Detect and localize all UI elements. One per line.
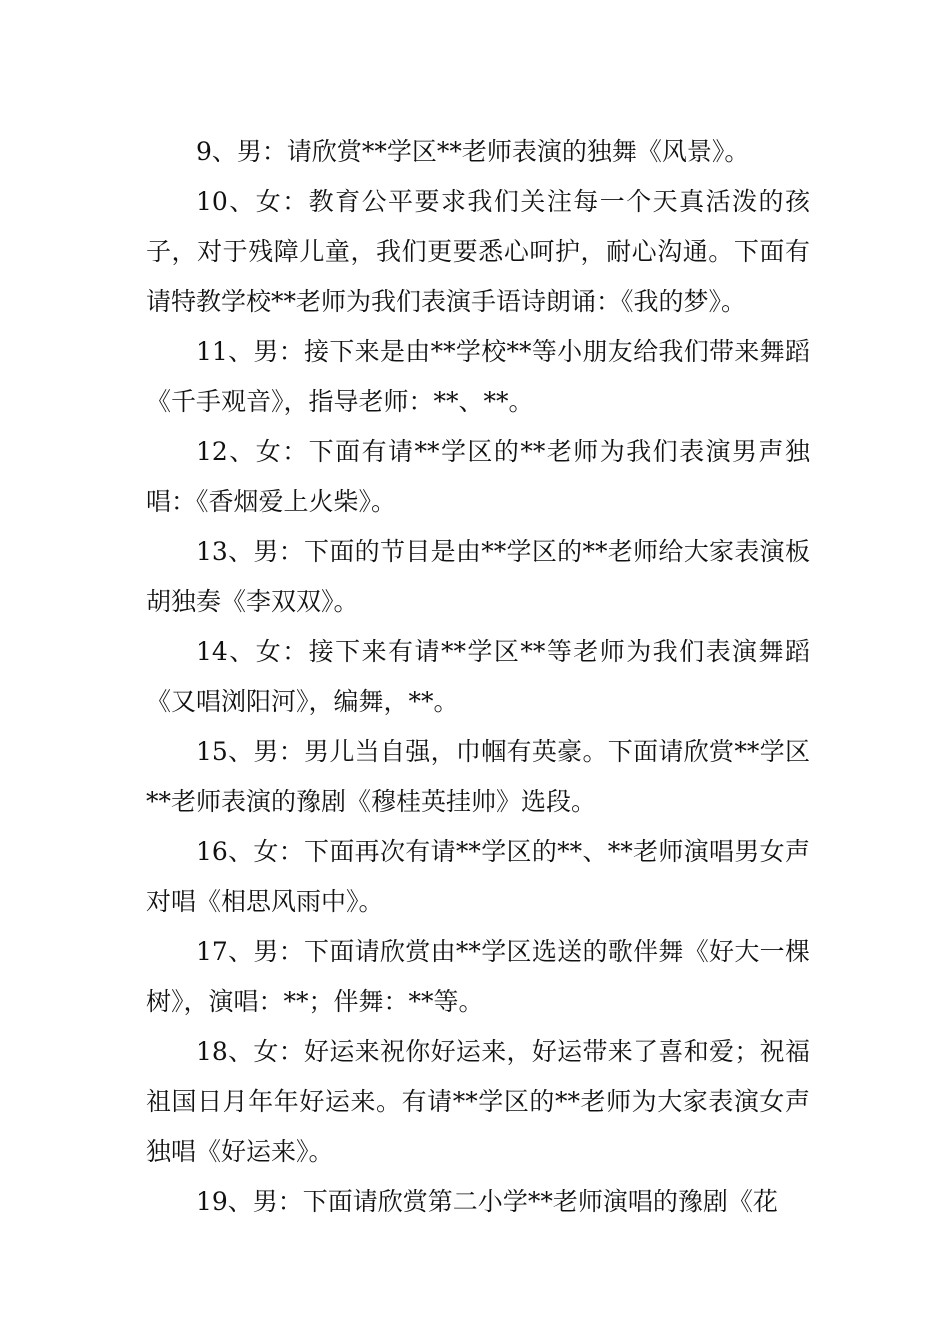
paragraph-19: 19、男：下面请欣赏第二小学**老师演唱的豫剧《花 bbox=[196, 1187, 778, 1216]
paragraph-18: 18、女：好运来祝你好运来，好运带来了喜和爱；祝福祖国日月年年好运来。有请**学区的**老师为大家表演女声独唱《好运来》。 bbox=[146, 1037, 810, 1166]
paragraph-14: 14、女：接下来有请**学区**等老师为我们表演舞蹈《又唱浏阳河》，编舞，**。 bbox=[146, 637, 810, 716]
paragraph-9: 9、男：请欣赏**学区**老师表演的独舞《风景》。 bbox=[196, 137, 750, 166]
paragraph-17: 17、男：下面请欣赏由**学区选送的歌伴舞《好大一棵树》，演唱：**；伴舞：**等。 bbox=[146, 937, 810, 1016]
paragraph-16: 16、女：下面再次有请**学区的**、**老师演唱男女声对唱《相思风雨中》。 bbox=[146, 837, 810, 916]
document-body bbox=[146, 127, 810, 1227]
paragraph-10: 10、女：教育公平要求我们关注每一个天真活泼的孩子，对于残障儿童，我们更要悉心呵护，耐心沟通。下面有请特教学校**老师为我们表演手语诗朗诵：《我的梦》。 bbox=[146, 187, 810, 316]
paragraph-12: 12、女：下面有请**学区的**老师为我们表演男声独唱：《香烟爱上火柴》。 bbox=[146, 437, 810, 516]
paragraph-11: 11、男：接下来是由**学校**等小朋友给我们带来舞蹈《千手观音》，指导老师：**、**。 bbox=[146, 337, 810, 416]
paragraph-15: 15、男：男儿当自强，巾帼有英豪。下面请欣赏**学区**老师表演的豫剧《穆桂英挂帅》选段。 bbox=[146, 737, 810, 816]
paragraph-13: 13、男：下面的节目是由**学区的**老师给大家表演板胡独奏《李双双》。 bbox=[146, 537, 810, 616]
